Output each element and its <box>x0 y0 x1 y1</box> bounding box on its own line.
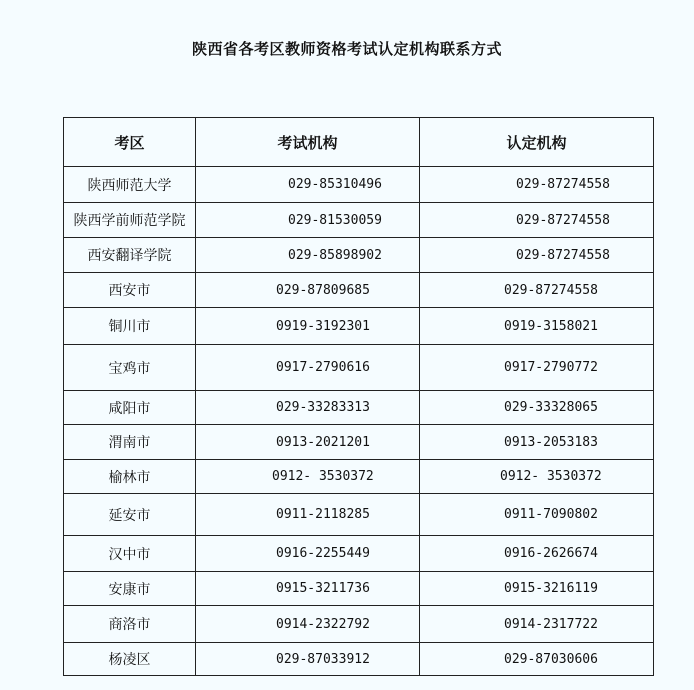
cert-phone-cell: 029-87030606 <box>420 643 654 676</box>
cert-phone-cell: 0919-3158021 <box>420 308 654 345</box>
table-row <box>64 391 654 425</box>
table-row <box>64 494 654 536</box>
cert-phone-cell: 0915-3216119 <box>420 572 654 606</box>
cert-phone-cell: 0916-2626674 <box>420 536 654 572</box>
cert-phone-cell: 0917-2790772 <box>420 345 654 391</box>
exam-phone-cell: 0919-3192301 <box>196 308 420 345</box>
region-cell: 渭南市 <box>64 425 196 460</box>
cert-phone-cell: 0911-7090802 <box>420 494 654 536</box>
cert-phone-cell: 029-87274558 <box>420 203 654 238</box>
cert-phone-cell: 029-33328065 <box>420 391 654 425</box>
cert-phone-cell: 029-87274558 <box>420 273 654 308</box>
region-cell: 延安市 <box>64 494 196 536</box>
exam-phone-cell: 0913-2021201 <box>196 425 420 460</box>
region-cell: 西安市 <box>64 273 196 308</box>
table-row <box>64 203 654 238</box>
header-exam-agency: 考试机构 <box>196 118 420 167</box>
contact-table <box>63 117 654 676</box>
exam-phone-cell: 029-85310496 <box>196 167 420 203</box>
table-row <box>64 643 654 676</box>
table-row <box>64 308 654 345</box>
exam-phone-cell: 0911-2118285 <box>196 494 420 536</box>
exam-phone-cell: 029-85898902 <box>196 238 420 273</box>
region-cell: 安康市 <box>64 572 196 606</box>
cert-phone-cell: 0912- 3530372 <box>420 460 654 494</box>
cert-phone-cell: 0914-2317722 <box>420 606 654 643</box>
region-cell: 陕西学前师范学院 <box>64 203 196 238</box>
region-cell: 商洛市 <box>64 606 196 643</box>
cert-phone-cell: 0913-2053183 <box>420 425 654 460</box>
exam-phone-cell: 0912- 3530372 <box>196 460 420 494</box>
exam-phone-cell: 029-87809685 <box>196 273 420 308</box>
exam-phone-cell: 029-87033912 <box>196 643 420 676</box>
table-header-row <box>64 118 654 167</box>
table-row <box>64 460 654 494</box>
table-row <box>64 606 654 643</box>
region-cell: 榆林市 <box>64 460 196 494</box>
exam-phone-cell: 0917-2790616 <box>196 345 420 391</box>
exam-phone-cell: 0915-3211736 <box>196 572 420 606</box>
table-row <box>64 425 654 460</box>
header-cert-agency: 认定机构 <box>420 118 654 167</box>
page-title: 陕西省各考区教师资格考试认定机构联系方式 <box>191 40 502 58</box>
exam-phone-cell: 0916-2255449 <box>196 536 420 572</box>
region-cell: 铜川市 <box>64 308 196 345</box>
table-row <box>64 572 654 606</box>
cert-phone-cell: 029-87274558 <box>420 238 654 273</box>
region-cell: 杨凌区 <box>64 643 196 676</box>
table-row <box>64 273 654 308</box>
header-region: 考区 <box>64 118 196 167</box>
exam-phone-cell: 0914-2322792 <box>196 606 420 643</box>
table-row <box>64 536 654 572</box>
exam-phone-cell: 029-81530059 <box>196 203 420 238</box>
table-row <box>64 167 654 203</box>
region-cell: 咸阳市 <box>64 391 196 425</box>
region-cell: 西安翻译学院 <box>64 238 196 273</box>
table-row <box>64 345 654 391</box>
region-cell: 汉中市 <box>64 536 196 572</box>
region-cell: 宝鸡市 <box>64 345 196 391</box>
exam-phone-cell: 029-33283313 <box>196 391 420 425</box>
table-row <box>64 238 654 273</box>
cert-phone-cell: 029-87274558 <box>420 167 654 203</box>
region-cell: 陕西师范大学 <box>64 167 196 203</box>
